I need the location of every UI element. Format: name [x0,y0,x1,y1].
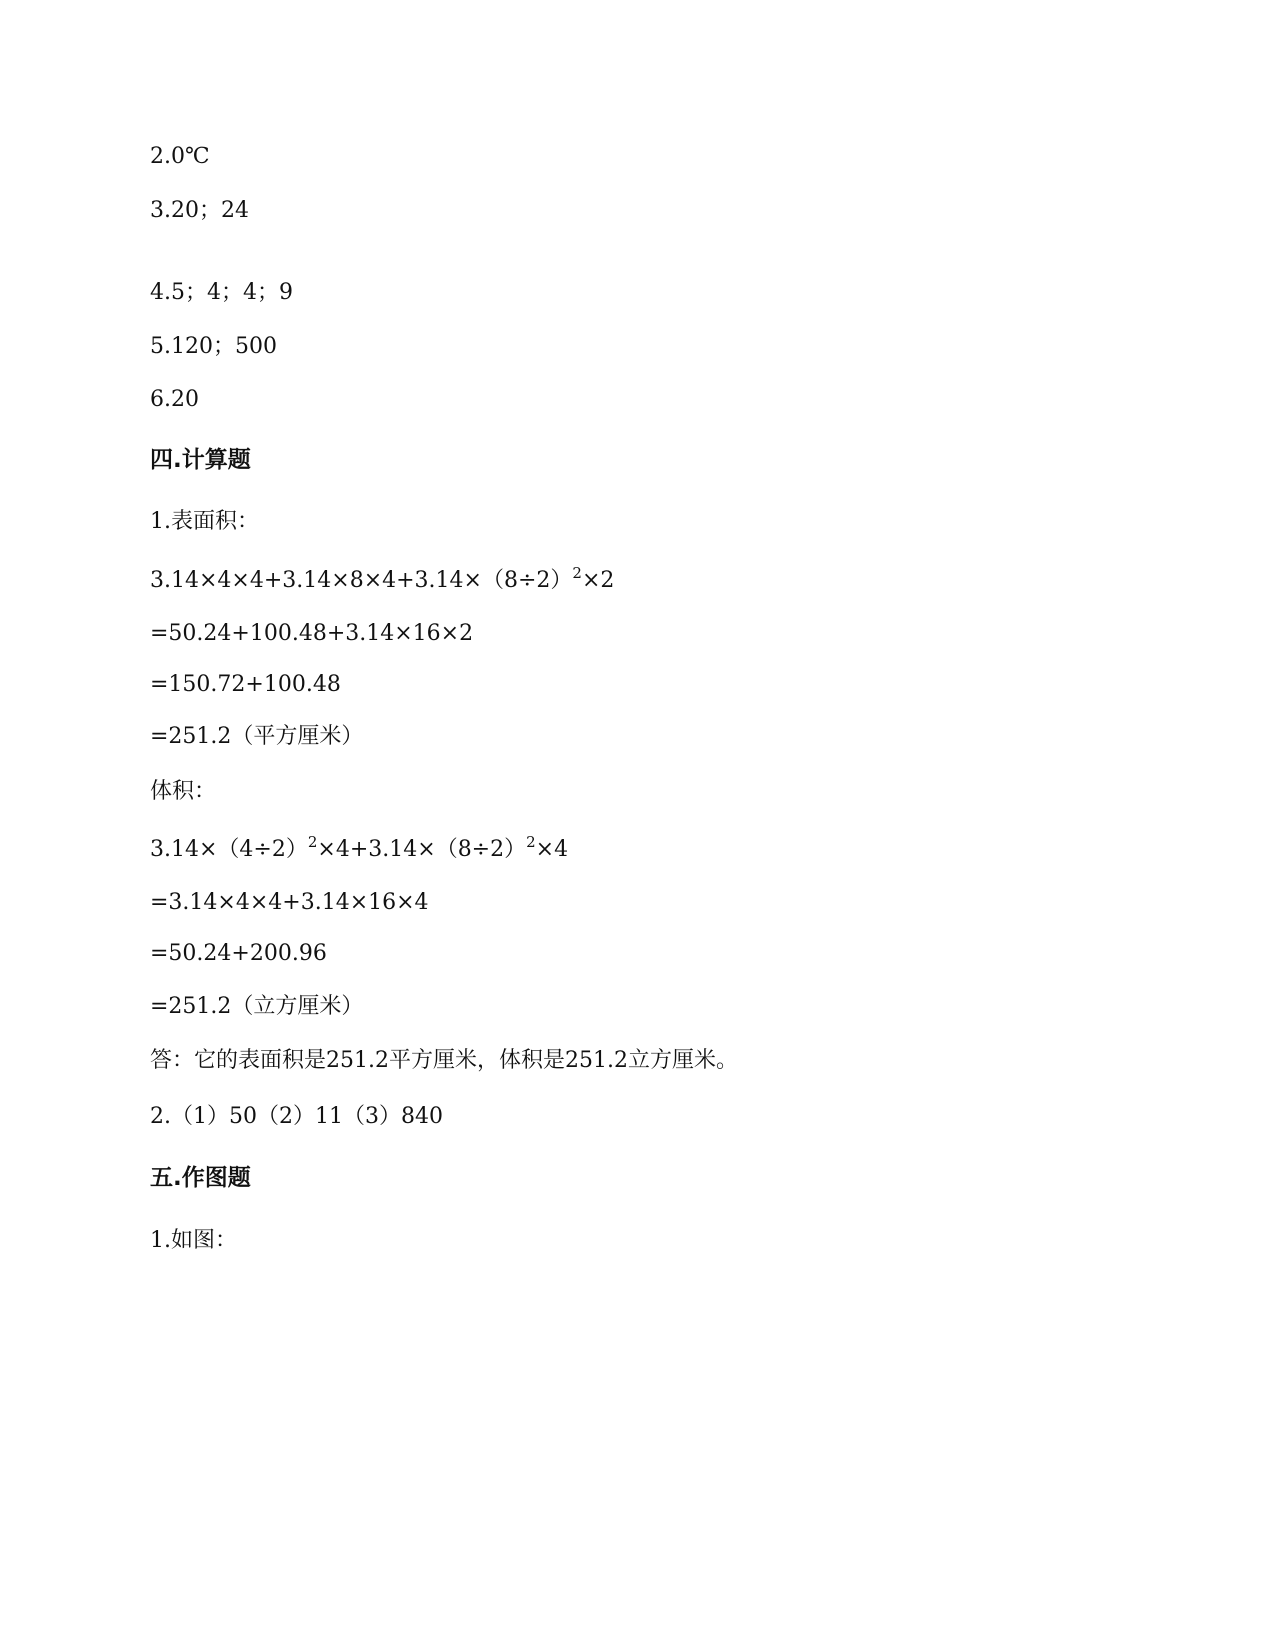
volume-expr-part-3: ×4 [535,837,569,862]
volume-expression [150,835,568,865]
q1-surface-label: 1.表面积： [150,509,259,534]
q2-answer: 2.（1）50（2）11（3）840 [150,1104,443,1129]
volume-expr-exponent-1: 2 [307,833,318,851]
volume-label: 体积： [150,779,217,804]
volume-step-3: =251.2（立方厘米） [150,994,364,1019]
surface-expr-tail: ×2 [581,568,615,593]
answer-3: 3.20；24 [150,198,249,223]
volume-step-1: =3.14×4×4+3.14×16×4 [150,890,429,915]
volume-expr-exponent-2: 2 [526,833,536,851]
volume-expr-part-1: 3.14×（4÷2） [150,837,308,862]
answer-4: 4.5；4；4；9 [150,280,293,305]
surface-step-2: =150.72+100.48 [150,672,341,697]
answer-6: 6.20 [150,387,199,412]
surface-expr-exponent: 2 [572,564,582,582]
answer-2: 2.0℃ [150,144,210,169]
section-4-title: 四.计算题 [150,447,251,473]
surface-area-expression [150,566,614,596]
q1-answer-sentence: 答：它的表面积是251.2平方厘米，体积是251.2立方厘米。 [150,1048,738,1073]
surface-expr-main: 3.14×4×4+3.14×8×4+3.14×（8÷2） [150,568,573,593]
surface-step-3: =251.2（平方厘米） [150,724,364,749]
answer-5: 5.120；500 [150,334,277,359]
volume-step-2: =50.24+200.96 [150,941,327,966]
section-5-title: 五.作图题 [150,1165,251,1191]
surface-step-1: =50.24+100.48+3.14×16×2 [150,621,474,646]
drawing-q1-label: 1.如图： [150,1228,237,1253]
volume-expr-part-2: ×4+3.14×（8÷2） [317,837,527,862]
